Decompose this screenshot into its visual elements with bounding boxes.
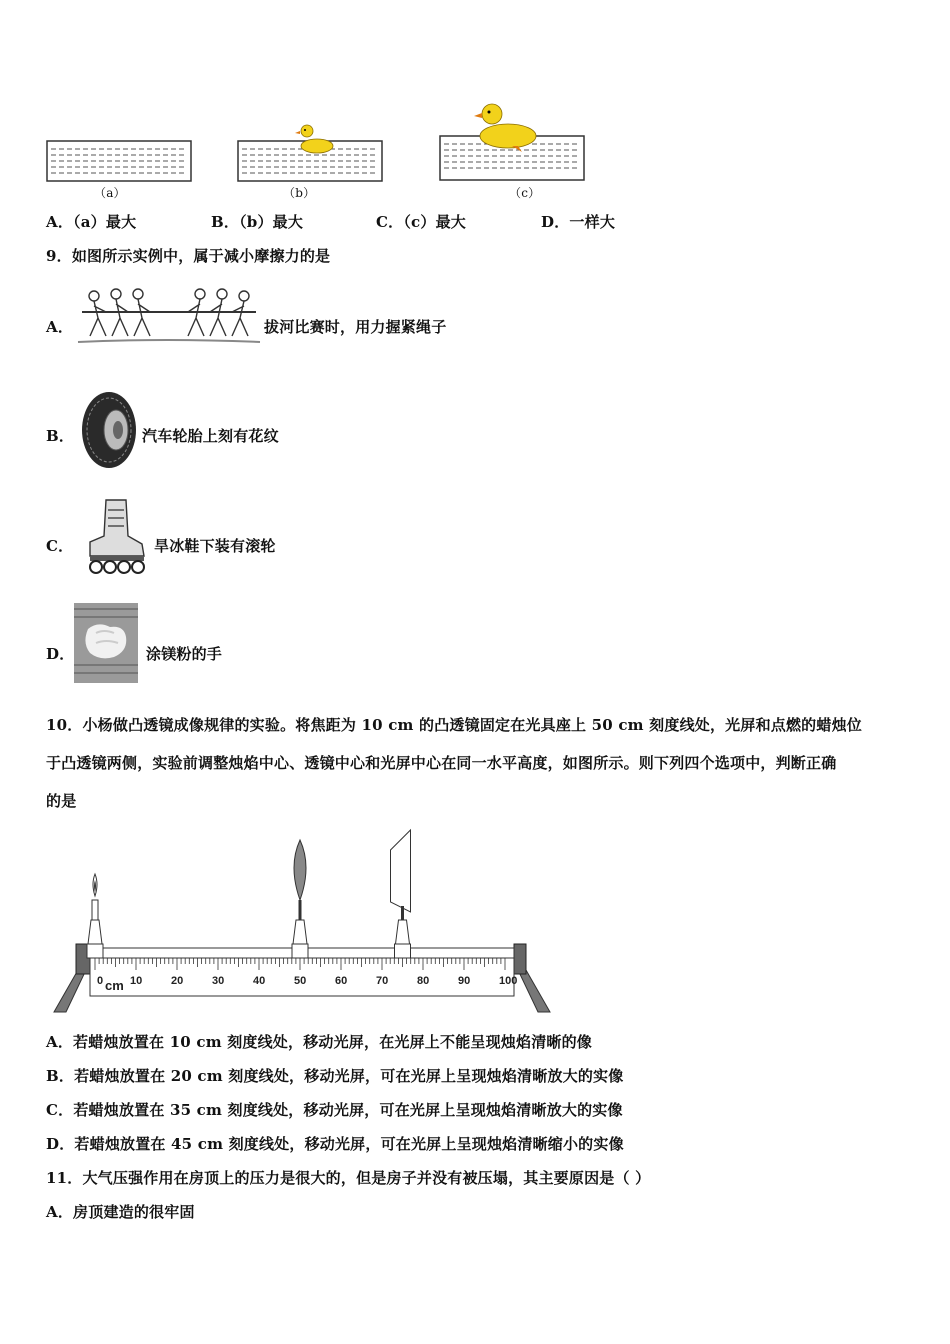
option-text: 若蜡烛放置在 35 cm 刻度线处，移动光屏，可在光屏上呈现烛焰清晰放大的实像 xyxy=(73,1101,623,1119)
q8-option-a[interactable] xyxy=(46,211,136,232)
q9-option-d-text: 涂镁粉的手 xyxy=(146,645,223,663)
tank-a-figure xyxy=(46,138,194,186)
option-letter: D． xyxy=(541,213,570,231)
q11-stem: 11．大气压强作用在房顶上的压力是很大的，但是房子并没有被压塌，其主要原因是（ ） xyxy=(46,1169,651,1187)
figure-label-c: （c） xyxy=(509,186,541,200)
chalk-hands-icon[interactable] xyxy=(74,603,138,683)
scale-label: 60 xyxy=(335,975,348,987)
scale-label: 20 xyxy=(171,975,184,987)
option-letter: B． xyxy=(46,1067,75,1085)
scale-label: 0 xyxy=(97,975,104,987)
q9-stem: 9．如图所示实例中，属于减小摩擦力的是 xyxy=(46,247,331,265)
car-tire-icon[interactable] xyxy=(80,390,138,470)
scale-unit: cm xyxy=(105,978,124,993)
tank-c-figure xyxy=(438,100,588,186)
option-letter: D． xyxy=(46,1135,75,1153)
scale-label: 80 xyxy=(417,975,430,987)
q10-stem-line-3: 的是 xyxy=(46,792,77,810)
candle-icon xyxy=(87,874,103,958)
q8-option-d[interactable] xyxy=(541,211,615,232)
scale-label: 90 xyxy=(458,975,471,987)
optical-bench-diagram xyxy=(50,820,560,1020)
q9-option-a-letter: A． xyxy=(46,318,74,336)
option-text: 若蜡烛放置在 10 cm 刻度线处，移动光屏，在光屏上不能呈现烛焰清晰的像 xyxy=(73,1033,592,1051)
scale-label: 50 xyxy=(294,975,307,987)
scale-label: 100 xyxy=(499,975,518,987)
scale-label: 30 xyxy=(212,975,225,987)
option-text: （b）最大 xyxy=(239,213,304,231)
q10-option-c[interactable] xyxy=(46,1099,623,1120)
q9-option-c-text: 旱冰鞋下装有滚轮 xyxy=(154,537,276,555)
option-text: （c）最大 xyxy=(403,213,466,231)
figure-label-b: （b） xyxy=(283,186,316,200)
option-letter: C． xyxy=(376,213,404,231)
q9-option-d-letter: D． xyxy=(46,645,75,663)
option-text: 若蜡烛放置在 45 cm 刻度线处，移动光屏，可在光屏上呈现烛焰清晰缩小的实像 xyxy=(74,1135,624,1153)
q8-option-b[interactable] xyxy=(211,211,303,232)
option-letter: C． xyxy=(46,1101,74,1119)
q8-option-c[interactable] xyxy=(376,211,466,232)
q10-stem-line-1: 10．小杨做凸透镜成像规律的实验。将焦距为 10 cm 的凸透镜固定在光具座上 50 cm 刻度线处，光屏和点燃的蜡烛位 xyxy=(46,716,862,734)
scale-label: 40 xyxy=(253,975,266,987)
q10-stem-line-2: 于凸透镜两侧，实验前调整烛焰中心、透镜中心和光屏中心在同一水平高度，如图所示。则下列四个选项中，判断正确 xyxy=(46,754,837,772)
q9-option-c-letter: C． xyxy=(46,537,74,555)
left-leg xyxy=(54,970,86,1012)
tank-b-figure xyxy=(237,120,385,186)
option-text: 一样大 xyxy=(569,213,616,231)
option-text: 房顶建造的很牢固 xyxy=(73,1203,195,1221)
right-leg xyxy=(518,970,550,1012)
q10-option-b[interactable] xyxy=(46,1065,623,1086)
q9-option-b-text: 汽车轮胎上刻有花纹 xyxy=(142,427,279,445)
option-letter: A． xyxy=(46,1203,74,1221)
right-end-block xyxy=(514,944,526,974)
q10-option-a[interactable] xyxy=(46,1031,592,1052)
figure-label-a: （a） xyxy=(94,186,126,200)
option-text: （a）最大 xyxy=(73,213,137,231)
q10-option-d[interactable] xyxy=(46,1133,624,1154)
option-letter: A． xyxy=(46,213,74,231)
q9-option-b-letter: B． xyxy=(46,427,75,445)
option-text: 若蜡烛放置在 20 cm 刻度线处，移动光屏，可在光屏上呈现烛焰清晰放大的实像 xyxy=(74,1067,624,1085)
option-letter: B． xyxy=(211,213,240,231)
scale-label: 10 xyxy=(130,975,143,987)
q9-option-a-text: 拔河比赛时，用力握紧绳子 xyxy=(264,318,447,336)
tug-of-war-icon[interactable] xyxy=(76,282,262,348)
roller-skate-icon[interactable] xyxy=(82,496,148,576)
convex-lens-icon xyxy=(292,840,308,958)
option-letter: A． xyxy=(46,1033,74,1051)
q11-option-a[interactable] xyxy=(46,1201,195,1222)
scale-label: 70 xyxy=(376,975,389,987)
light-screen-icon xyxy=(391,830,411,958)
